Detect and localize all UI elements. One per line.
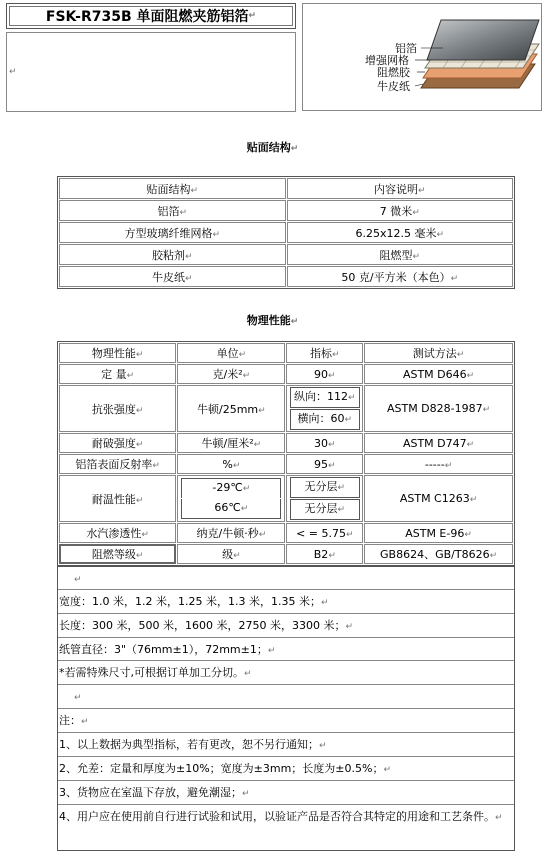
table-row: [59, 178, 513, 199]
blank-line: ↵: [58, 685, 514, 709]
table-cell: 级↵: [177, 544, 285, 564]
table-cell: 克/米²↵: [177, 364, 285, 384]
inner-cell: -29℃↵: [181, 478, 281, 498]
table-cell: 铝箔↵: [59, 200, 286, 221]
layer-table: [57, 176, 515, 289]
table-cell: ASTM D646↵: [364, 364, 513, 384]
note-4: 4、用户应在使用前自行进行试验和试用，以验证产品是否符合其特定的用途和工艺条件。↵: [59, 810, 503, 823]
foil-layer: [427, 20, 539, 60]
note-3: 3、货物应在室温下存放，避免潮湿；↵: [58, 781, 514, 805]
table-cell: [286, 385, 363, 432]
label-mesh: 增强网格: [365, 54, 409, 67]
table-cell: 水汽渗透性↵: [59, 523, 176, 543]
header-cell: 物理性能↵: [59, 343, 176, 363]
table-cell: ASTM D747↵: [364, 433, 513, 453]
table-row: [59, 385, 513, 432]
table-cell: 耐破强度↵: [59, 433, 176, 453]
table-row: [59, 454, 513, 474]
blank-line: ↵: [58, 567, 514, 590]
table-cell: 30↵: [286, 433, 363, 453]
table-cell: 定 量↵: [59, 364, 176, 384]
table-cell: 阻燃型↵: [287, 244, 514, 265]
label-kraft: 牛皮纸: [377, 80, 410, 93]
props-section-title: 物理性能↵: [246, 314, 299, 327]
layer-section-title: 贴面结构↵: [246, 141, 299, 154]
inner-cell: 66℃↵: [181, 499, 281, 519]
inner-cell: 无分层↵: [290, 477, 360, 498]
table-row: [59, 433, 513, 453]
table-cell: ASTM D828-1987↵: [364, 385, 513, 432]
table-row: [59, 222, 513, 243]
table-row: [59, 266, 513, 287]
table-row: [59, 523, 513, 543]
table-cell: [286, 475, 363, 522]
table-row: [59, 364, 513, 384]
note-2: 2、允差：定量和厚度为±10%；宽度为±3mm；长度为±0.5%；↵: [58, 757, 514, 781]
header-cell: 测试方法↵: [364, 343, 513, 363]
note-label: 注：↵: [58, 709, 514, 733]
inner-cell: 无分层↵: [290, 499, 360, 520]
note-1: 1、以上数据为典型指标，若有更改，恕不另行通知；↵: [58, 733, 514, 757]
width-line: 宽度：1.0 米，1.2 米，1.25 米，1.3 米，1.35 米；↵: [58, 590, 514, 614]
label-adhesive: 阻燃胶: [377, 66, 410, 79]
table-row: [59, 475, 513, 522]
table-cell: B2↵: [286, 544, 363, 564]
table-cell: %↵: [177, 454, 285, 474]
table-cell: 胶粘剂↵: [59, 244, 286, 265]
table-cell: 90↵: [286, 364, 363, 384]
table-cell: ASTM C1263↵: [364, 475, 513, 522]
table-cell: 50 克/平方米（本色）↵: [287, 266, 514, 287]
table-cell: 95↵: [286, 454, 363, 474]
table-cell: 内容说明↵: [287, 178, 514, 199]
document-title: FSK-R735B 单面阻燃夹筋铝箔 ↵: [6, 3, 296, 29]
table-cell: -----↵: [364, 454, 513, 474]
table-cell: 铝箔表面反射率↵: [59, 454, 176, 474]
table-cell: 方型玻璃纤维网格↵: [59, 222, 286, 243]
custom-line: *若需特殊尺寸,可根据订单加工分切。↵: [58, 661, 514, 685]
table-cell: 牛顿/厘米²↵: [177, 433, 285, 453]
table-cell: ASTM E-96↵: [364, 523, 513, 543]
layer-diagram: [303, 4, 541, 110]
notes-box: [57, 566, 515, 851]
table-cell: 耐温性能↵: [59, 475, 176, 522]
table-cell: 贴面结构↵: [59, 178, 286, 199]
table-cell: < = 5.75↵: [286, 523, 363, 543]
label-foil: 铝箔: [395, 42, 417, 55]
table-cell: 6.25x12.5 毫米↵: [287, 222, 514, 243]
table-header-row: [59, 343, 513, 363]
blank-frame: ↵: [6, 32, 296, 112]
table-cell: 牛顿/25mm↵: [177, 385, 285, 432]
table-cell: [177, 475, 285, 522]
table-row: [59, 200, 513, 221]
inner-cell: 纵向：112↵: [290, 387, 360, 408]
table-row: [59, 544, 513, 564]
layer-structure-image: [302, 3, 542, 111]
table-cell: 纳克/牛顿·秒↵: [177, 523, 285, 543]
length-line: 长度：300 米，500 米，1600 米，2750 米，3300 米；↵: [58, 614, 514, 638]
table-cell: 阻燃等级↵: [59, 544, 176, 564]
inner-cell: 横向：60↵: [290, 409, 360, 430]
props-table: [57, 341, 515, 566]
header-cell: 指标↵: [286, 343, 363, 363]
table-cell: GB8624、GB/T8626↵: [364, 544, 513, 564]
table-cell: 7 微米↵: [287, 200, 514, 221]
table-cell: 牛皮纸↵: [59, 266, 286, 287]
table-cell: 抗张强度↵: [59, 385, 176, 432]
core-line: 纸管直径：3"（76mm±1），72mm±1；↵: [58, 638, 514, 661]
table-row: [59, 244, 513, 265]
header-cell: 单位↵: [177, 343, 285, 363]
